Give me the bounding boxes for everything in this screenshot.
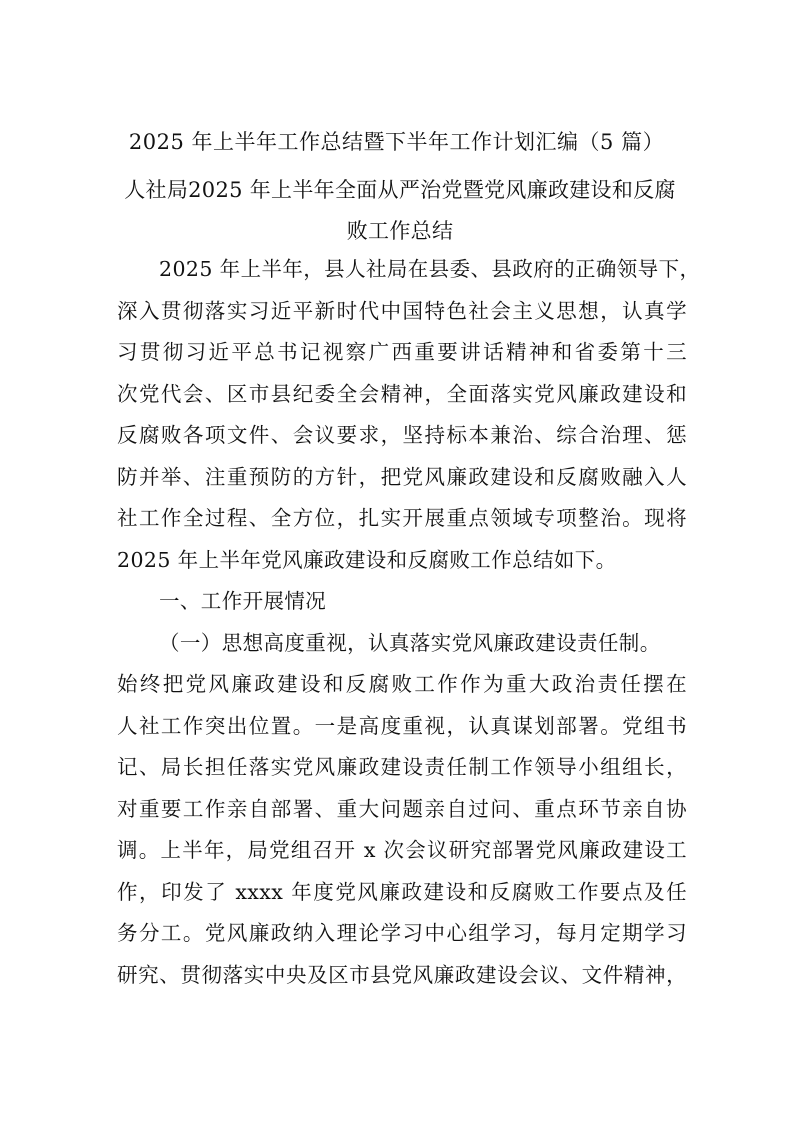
paragraph-line: 记、局长担任落实党风廉政建设责任制工作领导小组组长， (117, 755, 687, 779)
section-title-line-1: 人社局2025 年上半年全面从严治党暨党风廉政建设和反腐 (124, 178, 676, 202)
paragraph-line: 对重要工作亲自部署、重大问题亲自过问、重点环节亲自协 (117, 796, 687, 821)
paragraph-line: 2025 年上半年党风廉政建设和反腐败工作总结如下。 (117, 547, 617, 572)
paragraph-line: 2025 年上半年，县人社局在县委、县政府的正确领导下， (159, 257, 701, 281)
document-title: 2025 年上半年工作总结暨下半年工作计划汇编（5 篇） (128, 130, 665, 154)
paragraph-line: 人社工作突出位置。一是高度重视，认真谋划部署。党组书 (117, 713, 687, 738)
paragraph-line: 研究、贯彻落实中央及区市县党风廉政建设会议、文件精神， (117, 962, 687, 987)
paragraph-line: 习贯彻习近平总书记视察广西重要讲话精神和省委第十三 (117, 340, 687, 364)
section-title-line-2: 败工作总结 (346, 219, 454, 243)
paragraph-line: 作，印发了 xxxx 年度党风廉政建设和反腐败工作要点及任 (117, 879, 687, 904)
body-text (117, 249, 701, 996)
paragraph-line: 调。上半年，局党组召开 x 次会议研究部署党风廉政建设工 (117, 838, 687, 862)
paragraph-line: 深入贯彻落实习近平新时代中国特色社会主义思想，认真学 (117, 298, 687, 323)
paragraph-line: 反腐败各项文件、会议要求，坚持标本兼治、综合治理、惩 (117, 423, 687, 447)
paragraph-line: 务分工。党风廉政纳入理论学习中心组学习，每月定期学习 (117, 921, 687, 945)
paragraph-line: 防并举、注重预防的方针，把党风廉政建设和反腐败融入人 (117, 464, 687, 489)
section-title (110, 170, 690, 252)
paragraph-line: 次党代会、区市县纪委全会精神，全面落实党风廉政建设和 (117, 381, 687, 406)
heading-level-2: （一）思想高度重视，认真落实党风廉政建设责任制。 (159, 630, 661, 655)
paragraph-line: 始终把党风廉政建设和反腐败工作作为重大政治责任摆在 (117, 672, 687, 696)
heading-level-1: 一、工作开展情况 (159, 589, 327, 613)
paragraph-line: 社工作全过程、全方位，扎实开展重点领域专项整治。现将 (117, 506, 687, 530)
